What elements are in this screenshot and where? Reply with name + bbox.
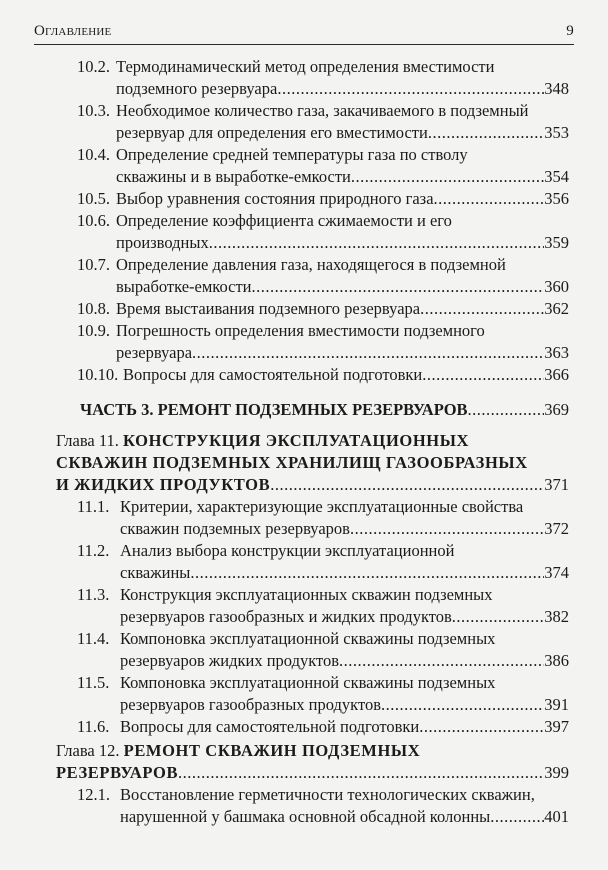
toc-entry-line: Критерии, характеризующие эксплуатационные свойства xyxy=(120,497,524,516)
leader-dots xyxy=(350,518,544,540)
leader-dots xyxy=(468,399,545,421)
toc-entry-page: 356 xyxy=(544,189,569,208)
toc-entry-10-5 xyxy=(77,188,569,210)
toc-entry-page: 386 xyxy=(544,651,569,670)
toc-entry-line: скважины и в выработке-емкости xyxy=(116,167,351,186)
toc-entry-line: выработке-емкости xyxy=(116,277,252,296)
toc-entry-line: Вопросы для самостоятельной подготовки xyxy=(120,717,420,736)
leader-dots xyxy=(351,166,544,188)
toc-entry-line: Восстановление герметичности технологических скважин, xyxy=(120,785,535,804)
toc-entry-number: 11.2. xyxy=(77,541,110,560)
toc-entry-line: резервуаров жидких продуктов xyxy=(120,651,340,670)
leader-dots xyxy=(434,188,545,210)
toc-chapter-prefix: Глава 11. xyxy=(56,431,124,450)
toc-entry-page: 353 xyxy=(544,123,569,142)
leader-dots xyxy=(192,342,544,364)
toc-entry-line: Термодинамический метод определения вместимости xyxy=(116,57,495,76)
leader-dots xyxy=(428,122,544,144)
toc-entry-line: Определение коэффициента сжимаемости и его xyxy=(116,211,452,230)
toc-entry-number: 10.3. xyxy=(77,101,110,120)
toc-entry-10-7 xyxy=(77,254,569,298)
leader-dots xyxy=(209,232,545,254)
toc-entry-page: 360 xyxy=(544,277,569,296)
toc-entry-number: 10.10. xyxy=(77,365,119,384)
toc-entry-11-2 xyxy=(77,540,569,584)
toc-entry-11-3 xyxy=(77,584,569,628)
toc-chapter-prefix: Глава 12. xyxy=(56,741,124,760)
toc-entry-11-4 xyxy=(77,628,569,672)
toc-entry-number: 11.6. xyxy=(77,717,110,736)
toc-entry-line: Время выстаивания подземного резервуара xyxy=(116,299,421,318)
running-head-title: Оглавление xyxy=(34,23,112,39)
toc-entry-number: 11.3. xyxy=(77,585,110,604)
leader-dots xyxy=(452,606,544,628)
leader-dots xyxy=(270,474,544,496)
toc-entry-line: скважин подземных резервуаров xyxy=(120,519,350,538)
toc-entry-line: Компоновка эксплуатационной скважины подземных xyxy=(120,629,496,648)
toc-entry-number: 10.4. xyxy=(77,145,110,164)
toc-entry-page: 401 xyxy=(544,807,569,826)
toc-entry-10-3 xyxy=(77,100,569,144)
toc-entry-line: резервуаров газообразных и жидких продуктов xyxy=(120,607,452,626)
toc-entry-number: 11.4. xyxy=(77,629,110,648)
toc-chapter-title-line: КОНСТРУКЦИЯ ЭКСПЛУАТАЦИОННЫХ xyxy=(123,431,470,450)
toc-entry-page: 363 xyxy=(544,343,569,362)
toc-chapter-title-line: И ЖИДКИХ ПРОДУКТОВ xyxy=(56,475,271,494)
toc-entry-page: 399 xyxy=(544,763,569,782)
toc-part-3 xyxy=(80,399,569,421)
toc-entry-10-9 xyxy=(77,320,569,364)
leader-dots xyxy=(277,78,544,100)
toc-entry-page: 371 xyxy=(544,475,569,494)
leader-dots xyxy=(190,562,544,584)
toc-entry-line: Конструкция эксплуатационных скважин подземных xyxy=(120,585,493,604)
leader-dots xyxy=(339,650,544,672)
toc-entry-number: 10.9. xyxy=(77,321,110,340)
toc-entry-line: резервуара xyxy=(116,343,193,362)
toc-entry-number: 10.7. xyxy=(77,255,110,274)
toc-entry-10-10 xyxy=(77,364,569,386)
toc-entry-number: 10.5. xyxy=(77,189,110,208)
toc-entry-line: Определение средней температуры газа по стволу xyxy=(116,145,468,164)
toc-entry-page: 372 xyxy=(544,519,569,538)
toc-chapter-title-line: РЕЗЕРВУАРОВ xyxy=(56,763,179,782)
toc-entry-10-8 xyxy=(77,298,569,320)
toc-entry-line: нарушенной у башмака основной обсадной колонны xyxy=(120,807,491,826)
toc-entry-11-5 xyxy=(77,672,569,716)
toc-entry-page: 374 xyxy=(544,563,569,582)
toc-entry-page: 382 xyxy=(544,607,569,626)
toc-entry-page: 359 xyxy=(544,233,569,252)
toc-entry-line: Компоновка эксплуатационной скважины подземных xyxy=(120,673,496,692)
leader-dots xyxy=(490,806,544,828)
toc-entry-page: 397 xyxy=(544,717,569,736)
toc-entry-page: 369 xyxy=(544,400,569,419)
toc-chapter-title-line: РЕМОНТ СКВАЖИН ПОДЗЕМНЫХ xyxy=(123,741,421,760)
toc-entry-12-1 xyxy=(77,784,569,828)
toc-entry-line: Определение давления газа, находящегося в подземной xyxy=(116,255,506,274)
toc-entry-page: 348 xyxy=(544,79,569,98)
leader-dots xyxy=(419,716,544,738)
toc-entry-page: 354 xyxy=(544,167,569,186)
toc-entry-number: 10.6. xyxy=(77,211,110,230)
leader-dots xyxy=(251,276,544,298)
page-number: 9 xyxy=(566,23,574,39)
toc-entry-line: Выбор уравнения состояния природного газа xyxy=(116,189,434,208)
running-head xyxy=(34,23,574,43)
toc-entry-number: 11.1. xyxy=(77,497,110,516)
leader-dots xyxy=(420,298,544,320)
header-rule xyxy=(34,44,574,45)
leader-dots xyxy=(422,364,544,386)
toc-chapter-11 xyxy=(56,430,569,496)
toc-entry-line: резервуар для определения его вместимости xyxy=(116,123,428,142)
toc-entry-line: резервуаров газообразных продуктов xyxy=(120,695,381,714)
toc-entry-number: 10.2. xyxy=(77,57,110,76)
toc-entry-10-6 xyxy=(77,210,569,254)
toc-entry-line: Вопросы для самостоятельной подготовки xyxy=(123,365,423,384)
toc-chapter-12 xyxy=(56,740,569,784)
toc-entry-line: подземного резервуара xyxy=(116,79,278,98)
toc-entry-page: 362 xyxy=(544,299,569,318)
toc-entry-line: Необходимое количество газа, закачиваемого в подземный xyxy=(116,101,529,120)
toc-entry-page: 366 xyxy=(544,365,569,384)
toc-entry-line: производных xyxy=(116,233,209,252)
toc-entry-line: скважины xyxy=(120,563,191,582)
toc-entry-number: 11.5. xyxy=(77,673,110,692)
leader-dots xyxy=(178,762,544,784)
toc-entry-number: 12.1. xyxy=(77,785,110,804)
toc-part-title: ЧАСТЬ 3. РЕМОНТ ПОДЗЕМНЫХ РЕЗЕРВУАРОВ xyxy=(80,400,468,419)
toc-entry-page: 391 xyxy=(544,695,569,714)
toc-entry-10-2 xyxy=(77,56,569,100)
toc-chapter-title-line: СКВАЖИН ПОДЗЕМНЫХ ХРАНИЛИЩ ГАЗООБРАЗНЫХ xyxy=(56,453,528,472)
toc-entry-11-1 xyxy=(77,496,569,540)
leader-dots xyxy=(381,694,544,716)
toc-entry-line: Анализ выбора конструкции эксплуатационной xyxy=(120,541,455,560)
toc-entry-11-6 xyxy=(77,716,569,738)
toc-entry-line: Погрешность определения вместимости подземного xyxy=(116,321,485,340)
toc-entry-10-4 xyxy=(77,144,569,188)
toc-entry-number: 10.8. xyxy=(77,299,110,318)
